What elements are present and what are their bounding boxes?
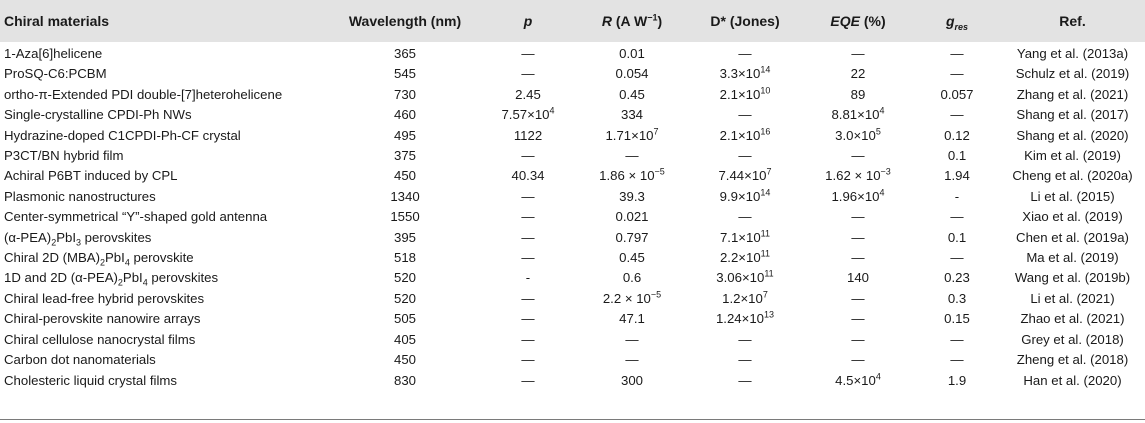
table-row — [0, 207, 1145, 227]
cell-responsivity — [576, 166, 688, 186]
cell-ref: Zhang et al. (2021) — [1016, 86, 1129, 102]
material-subscript: 4 — [124, 257, 130, 268]
table-row — [0, 126, 1145, 146]
cell-eqe-mantissa: 3.0×10 — [835, 127, 876, 143]
cell-responsivity-mantissa: 2.2 × 10 — [602, 290, 651, 306]
cell-detectivity — [688, 309, 802, 329]
cell-material: Center-symmetrical “Y”-shaped gold antenna — [4, 209, 268, 225]
header-responsivity — [576, 0, 688, 42]
cell-gres: — — [950, 352, 964, 368]
cell-responsivity: — — [625, 352, 639, 368]
header-p — [480, 0, 576, 42]
cell-responsivity-exponent: −5 — [650, 289, 662, 300]
cell-p: 1122 — [513, 127, 543, 143]
cell-detectivity: — — [738, 107, 752, 123]
header-r-symbol: R — [601, 13, 612, 29]
cell-eqe: 140 — [846, 270, 869, 286]
cell-gres: — — [950, 46, 964, 61]
cell-p: 40.34 — [511, 168, 545, 184]
cell-detectivity-mantissa: 1.24×10 — [715, 311, 765, 327]
cell-detectivity-exponent: 7 — [762, 289, 768, 300]
cell-detectivity-exponent: 14 — [760, 65, 771, 76]
cell-p: — — [521, 372, 535, 388]
cell-detectivity-mantissa: 3.3×10 — [719, 66, 761, 82]
cell-gres: — — [950, 107, 964, 123]
cell-eqe-exponent: 5 — [875, 126, 881, 137]
cell-wavelength: 1340 — [390, 188, 420, 204]
cell-eqe: — — [851, 148, 865, 164]
cell-wavelength: 450 — [393, 168, 416, 184]
cell-detectivity — [688, 85, 802, 105]
cell-detectivity-exponent: 10 — [760, 85, 771, 96]
cell-responsivity: 0.054 — [615, 66, 649, 82]
cell-detectivity — [688, 64, 802, 84]
cell-material: Chiral cellulose nanocrystal films — [4, 331, 196, 347]
cell-gres: 1.9 — [947, 372, 967, 388]
cell-material: Carbon dot nanomaterials — [4, 352, 156, 368]
header-r-unit: (A W — [611, 13, 648, 29]
cell-gres: 0.12 — [944, 127, 970, 143]
cell-wavelength: 460 — [393, 107, 416, 123]
header-r-exponent: −1 — [647, 12, 658, 23]
cell-responsivity: 334 — [620, 107, 643, 123]
material-name-part: perovskites — [147, 270, 219, 286]
material-name-part: Chiral 2D (MBA) — [4, 250, 100, 266]
cell-detectivity — [688, 126, 802, 146]
cell-responsivity: 0.45 — [619, 86, 645, 102]
cell-detectivity: — — [738, 148, 752, 164]
cell-responsivity: 0.45 — [619, 250, 645, 266]
cell-material: Plasmonic nanostructures — [4, 188, 156, 204]
cell-p: — — [521, 352, 535, 368]
cell-material: Chiral lead-free hybrid perovskites — [4, 290, 205, 306]
cell-eqe: — — [851, 311, 865, 327]
cell-p: — — [521, 46, 535, 61]
cell-eqe: — — [851, 290, 865, 306]
cell-eqe-exponent: 4 — [879, 105, 885, 116]
table-body — [0, 42, 1145, 391]
material-name-part: PbI — [56, 229, 76, 245]
cell-wavelength: 830 — [393, 372, 416, 388]
cell-wavelength: 395 — [393, 229, 416, 245]
cell-p: - — [525, 270, 531, 286]
cell-gres: 0.057 — [940, 86, 974, 102]
cell-responsivity-mantissa: 1.86 × 10 — [599, 168, 655, 184]
table-row — [0, 289, 1145, 309]
cell-detectivity — [688, 268, 802, 288]
cell-eqe-exponent: 4 — [879, 187, 885, 198]
cell-p: — — [521, 209, 535, 225]
material-name-part: perovskite — [129, 250, 194, 266]
cell-eqe — [802, 126, 914, 146]
cell-detectivity — [688, 248, 802, 268]
cell-detectivity-mantissa: 7.44×10 — [718, 168, 767, 184]
cell-ref: Zhao et al. (2021) — [1020, 311, 1125, 327]
cell-detectivity: — — [738, 352, 752, 368]
cell-eqe — [802, 105, 914, 125]
cell-ref: Grey et al. (2018) — [1021, 331, 1124, 347]
cell-material — [0, 268, 330, 288]
cell-ref: Shang et al. (2017) — [1016, 107, 1129, 123]
header-p-symbol: p — [523, 13, 533, 29]
header-g-symbol: g — [945, 13, 955, 29]
table-row — [0, 146, 1145, 166]
cell-p: — — [521, 229, 535, 245]
cell-wavelength: 520 — [393, 290, 416, 306]
cell-p: — — [521, 66, 535, 82]
table-row — [0, 350, 1145, 370]
cell-eqe-exponent: 4 — [875, 371, 881, 382]
cell-material: Cholesteric liquid crystal films — [4, 372, 177, 388]
cell-p: — — [521, 290, 535, 306]
cell-eqe: — — [851, 250, 865, 266]
table-row — [0, 64, 1145, 84]
cell-p-exponent: 4 — [549, 105, 555, 116]
cell-material: Achiral P6BT induced by CPL — [4, 168, 178, 184]
header-eqe-symbol: EQE — [830, 13, 860, 29]
table-row — [0, 85, 1145, 105]
cell-responsivity: 0.6 — [622, 270, 642, 286]
cell-detectivity — [688, 166, 802, 186]
header-g-subscript: res — [954, 21, 969, 32]
cell-ref: Wang et al. (2019b) — [1014, 270, 1131, 286]
cell-wavelength: 365 — [393, 46, 416, 61]
cell-wavelength: 450 — [393, 352, 416, 368]
cell-eqe-mantissa: 1.62 × 10 — [825, 168, 881, 184]
cell-responsivity-mantissa: 1.71×10 — [605, 127, 654, 143]
cell-detectivity: — — [738, 209, 752, 225]
cell-material — [0, 228, 330, 248]
cell-material: Hydrazine-doped C1CPDI-Ph-CF crystal — [4, 127, 241, 143]
cell-eqe — [802, 187, 914, 207]
cell-gres: — — [950, 331, 964, 347]
cell-p: 2.45 — [515, 86, 541, 102]
cell-ref: Shang et al. (2020) — [1016, 127, 1129, 143]
cell-p: — — [521, 250, 535, 266]
cell-material: P3CT/BN hybrid film — [4, 148, 124, 164]
material-subscript: 3 — [76, 237, 82, 248]
cell-gres: 0.3 — [947, 290, 967, 306]
cell-ref: Han et al. (2020) — [1023, 372, 1122, 388]
cell-detectivity-exponent: 11 — [764, 269, 774, 280]
cell-ref: Ma et al. (2019) — [1026, 250, 1119, 266]
cell-gres: — — [950, 209, 964, 225]
cell-eqe — [802, 166, 914, 186]
material-name-part: perovskites — [81, 229, 152, 245]
cell-gres: 1.94 — [944, 168, 970, 184]
cell-p: — — [521, 311, 535, 327]
cell-detectivity-mantissa: 3.06×10 — [716, 270, 765, 286]
cell-responsivity: 0.797 — [615, 229, 649, 245]
cell-material: ProSQ-C6:PCBM — [4, 66, 107, 82]
cell-detectivity-exponent: 11 — [760, 228, 771, 239]
cell-eqe: 22 — [850, 66, 866, 82]
cell-wavelength: 505 — [393, 311, 416, 327]
cell-ref: Li et al. (2021) — [1030, 290, 1115, 306]
cell-p: — — [521, 188, 535, 204]
table-row — [0, 166, 1145, 186]
table-row — [0, 330, 1145, 350]
header-r-close: ) — [657, 13, 663, 29]
cell-material: Chiral-perovskite nanowire arrays — [4, 311, 201, 327]
material-subscript: 4 — [142, 278, 148, 289]
cell-gres: 0.1 — [947, 229, 967, 245]
cell-responsivity: 0.021 — [615, 209, 649, 225]
cell-p-mantissa: 7.57×10 — [501, 107, 550, 123]
cell-responsivity — [576, 289, 688, 309]
cell-eqe — [802, 371, 914, 391]
cell-detectivity-exponent: 11 — [760, 248, 771, 259]
cell-responsivity: 300 — [620, 372, 643, 388]
header-eqe-unit: (%) — [859, 13, 886, 29]
cell-wavelength: 495 — [393, 127, 416, 143]
material-name-part: 1D and 2D (α-PEA) — [4, 270, 118, 286]
cell-detectivity-exponent: 14 — [760, 187, 771, 198]
cell-ref: Chen et al. (2019a) — [1016, 229, 1129, 245]
material-name-part: PbI — [105, 250, 125, 266]
cell-gres: 0.15 — [944, 311, 970, 327]
cell-eqe: — — [851, 46, 865, 61]
cell-gres: — — [950, 66, 964, 82]
table-row — [0, 371, 1145, 391]
cell-detectivity: — — [738, 331, 752, 347]
cell-responsivity — [576, 126, 688, 146]
cell-ref: Xiao et al. (2019) — [1022, 209, 1123, 225]
cell-responsivity: 39.3 — [619, 188, 645, 204]
cell-eqe-mantissa: 8.81×10 — [831, 107, 880, 123]
table-row — [0, 42, 1145, 64]
cell-responsivity: 0.01 — [619, 46, 645, 61]
cell-wavelength: 1550 — [390, 209, 420, 225]
cell-detectivity — [688, 228, 802, 248]
cell-detectivity-exponent: 7 — [766, 167, 772, 178]
cell-responsivity: — — [625, 148, 639, 164]
cell-wavelength: 730 — [393, 86, 416, 102]
cell-ref: Schulz et al. (2019) — [1015, 66, 1130, 82]
cell-responsivity: — — [625, 331, 639, 347]
cell-material: 1-Aza[6]helicene — [4, 46, 103, 61]
material-subscript: 2 — [117, 278, 123, 289]
cell-responsivity-exponent: 7 — [653, 126, 659, 137]
cell-detectivity-mantissa: 2.1×10 — [719, 127, 761, 143]
cell-detectivity-mantissa: 7.1×10 — [719, 229, 761, 245]
cell-gres: - — [954, 188, 960, 204]
header-material: Chiral materials — [4, 13, 110, 29]
cell-eqe: — — [851, 331, 865, 347]
cell-ref: Yang et al. (2013a) — [1016, 46, 1129, 61]
cell-eqe: — — [851, 229, 865, 245]
cell-wavelength: 405 — [393, 331, 416, 347]
material-subscript: 2 — [100, 257, 106, 268]
cell-gres: — — [950, 250, 964, 266]
cell-detectivity: — — [738, 372, 752, 388]
cell-p — [480, 105, 576, 125]
cell-detectivity-mantissa: 9.9×10 — [719, 188, 761, 204]
cell-gres: 0.23 — [944, 270, 970, 286]
cell-material: ortho-π-Extended PDI double-[7]heterohelicene — [4, 86, 283, 102]
table-row — [0, 268, 1145, 288]
cell-gres: 0.1 — [947, 148, 967, 164]
header-wavelength: Wavelength (nm) — [348, 13, 462, 29]
cell-ref: Cheng et al. (2020a) — [1012, 168, 1133, 184]
cell-wavelength: 545 — [393, 66, 416, 82]
cell-detectivity-mantissa: 1.2×10 — [722, 290, 763, 306]
cell-ref: Li et al. (2015) — [1030, 188, 1115, 204]
cell-p: — — [521, 148, 535, 164]
cell-eqe: — — [851, 209, 865, 225]
table-header-row — [0, 0, 1145, 42]
cell-detectivity — [688, 289, 802, 309]
cell-eqe-exponent: −3 — [880, 167, 891, 178]
cell-responsivity: 47.1 — [619, 311, 645, 327]
material-subscript: 2 — [51, 237, 57, 248]
cell-detectivity-mantissa: 2.1×10 — [719, 86, 761, 102]
table-row — [0, 248, 1145, 268]
cell-eqe: — — [851, 352, 865, 368]
cell-ref: Zheng et al. (2018) — [1016, 352, 1129, 368]
header-eqe — [802, 0, 914, 42]
material-name-part: (α-PEA) — [4, 229, 52, 245]
cell-eqe: 89 — [850, 86, 866, 102]
table-row — [0, 228, 1145, 248]
cell-eqe-mantissa: 4.5×10 — [835, 372, 876, 388]
table-row — [0, 105, 1145, 125]
table-row — [0, 187, 1145, 207]
cell-eqe-mantissa: 1.96×10 — [831, 188, 880, 204]
cell-ref: Kim et al. (2019) — [1024, 148, 1121, 164]
cell-detectivity-exponent: 13 — [764, 309, 775, 320]
table-row — [0, 309, 1145, 329]
cell-wavelength: 520 — [393, 270, 416, 286]
cell-detectivity: — — [738, 46, 752, 61]
cell-wavelength: 518 — [393, 250, 416, 266]
header-detectivity: D* (Jones) — [710, 13, 780, 29]
cell-wavelength: 375 — [393, 148, 416, 164]
header-gres — [914, 0, 1000, 42]
bottom-rule — [0, 419, 1145, 420]
cell-material — [0, 248, 330, 268]
material-name-part: PbI — [122, 270, 143, 286]
cell-detectivity — [688, 187, 802, 207]
header-ref: Ref. — [1059, 13, 1086, 29]
cell-material: Single-crystalline CPDI-Ph NWs — [4, 107, 192, 123]
cell-detectivity-exponent: 16 — [760, 126, 771, 137]
cell-detectivity-mantissa: 2.2×10 — [719, 250, 761, 266]
cell-p: — — [521, 331, 535, 347]
cell-responsivity-exponent: −5 — [654, 167, 665, 178]
